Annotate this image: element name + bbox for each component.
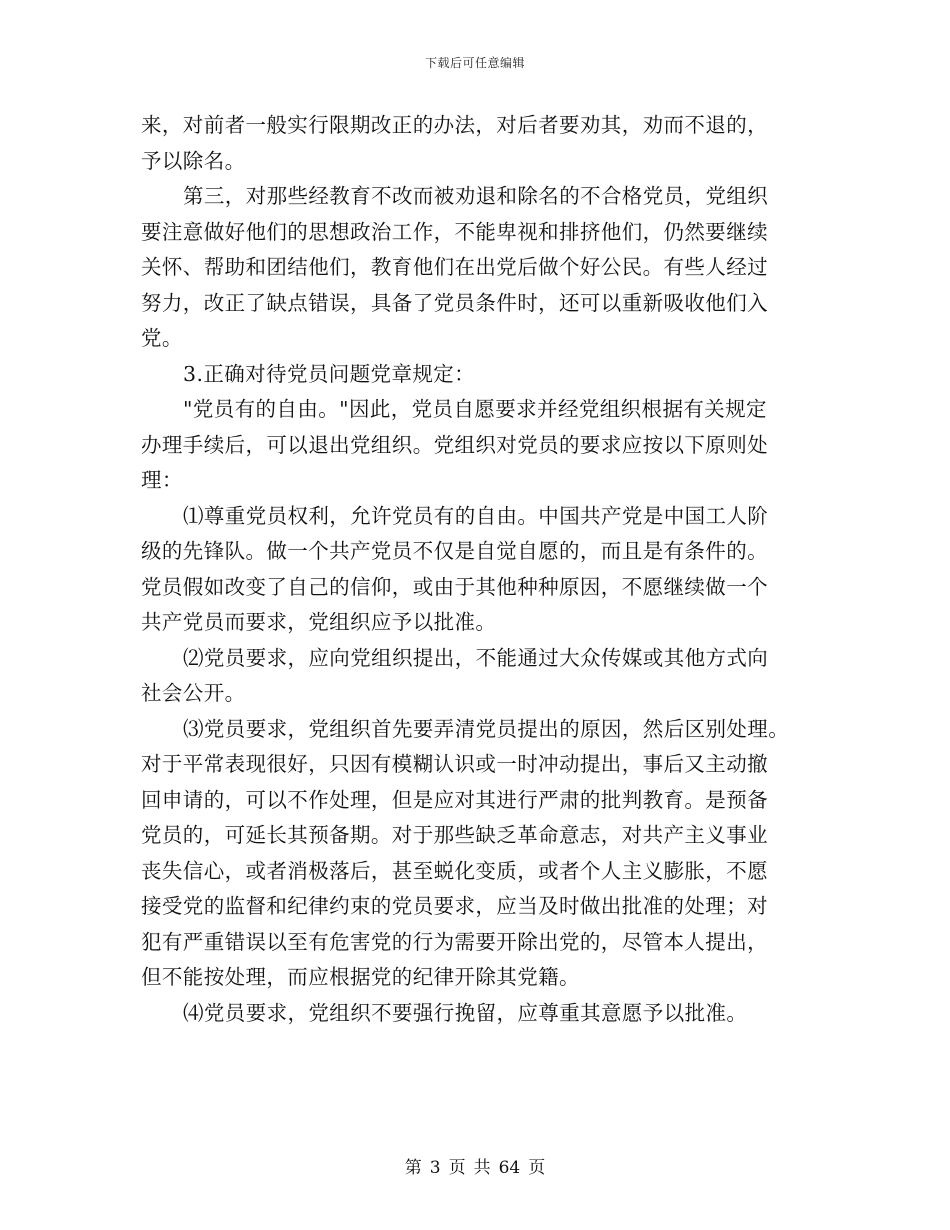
text-line: ⑷党员要求，党组织不要强行挽留，应尊重其意愿予以批准。 xyxy=(183,1000,748,1025)
text-line: 第三，对那些经教育不改而被劝退和除名的不合格党员，党组织 xyxy=(183,184,769,208)
text-line: 级的先锋队。做一个共产党员不仅是自觉自愿的，而且是有条件的。 xyxy=(141,539,768,563)
text-line: 接受党的监督和纪律约束的党员要求，应当及时做出批准的处理；对 xyxy=(141,894,768,918)
text-line: 理： xyxy=(141,468,183,492)
text-line: 要注意做好他们的思想政治工作，不能卑视和排挤他们，仍然要继续 xyxy=(141,219,768,244)
text-line: 丧失信心，或者消极落后，甚至蜕化变质，或者个人主义膨胀，不愿 xyxy=(141,858,768,883)
text-line: 党员的，可延长其预备期。对于那些缺乏革命意志，对共产主义事业 xyxy=(141,823,768,847)
text-line: 共产党员而要求，党组织应予以批准。 xyxy=(141,610,497,634)
page-header: 下载后可任意编辑 xyxy=(424,56,525,70)
text-line: ⑴尊重党员权利，允许党员有的自由。中国共产党是中国工人阶 xyxy=(183,503,769,528)
total-page-number: 64 xyxy=(498,1158,521,1178)
text-line: 来，对前者一般实行限期改正的办法，对后者要劝其，劝而不退的， xyxy=(141,113,768,137)
text-line: ⑶党员要求，党组织首先要弄清党员提出的原因，然后区别处理。 xyxy=(183,716,790,741)
current-page-number: 3 xyxy=(429,1158,441,1178)
text-line: "党员有的自由。"因此，党员自愿要求并经党组织根据有关规定 xyxy=(183,397,767,421)
text-line: 办理手续后，可以退出党组织。党组织对党员的要求应按以下原则处 xyxy=(141,432,768,457)
text-line: 党员假如改变了自己的信仰，或由于其他种种原因，不愿继续做一个 xyxy=(141,574,768,599)
page-footer xyxy=(0,1153,950,1178)
text-line: ⑵党员要求，应向党组织提出，不能通过大众传媒或其他方式向 xyxy=(183,645,769,670)
text-line: 回申请的，可以不作处理，但是应对其进行严肃的批判教育。是预备 xyxy=(141,787,768,812)
footer-page-word: 页 xyxy=(448,1158,466,1178)
text-line: 努力，改正了缺点错误，具备了党员条件时，还可以重新吸收他们入 xyxy=(141,290,768,315)
text-line: 关怀、帮助和团结他们，教育他们在出党后做个好公民。有些人经过 xyxy=(141,255,768,279)
text-line: 但不能按处理，而应根据党的纪律开除其党籍。 xyxy=(141,965,580,989)
text-line: 党。 xyxy=(141,326,183,350)
text-line: 3.正确对待党员问题党章规定： xyxy=(183,361,476,386)
text-line: 予以除名。 xyxy=(141,148,246,173)
footer-total-word: 共 xyxy=(473,1158,491,1178)
footer-prefix: 第 xyxy=(404,1158,422,1178)
text-line: 犯有严重错误以至有危害党的行为需要开除出党的，尽管本人提出， xyxy=(141,929,768,954)
document-body xyxy=(141,108,821,1031)
footer-suffix: 页 xyxy=(528,1158,546,1178)
text-line: 社会公开。 xyxy=(141,681,246,705)
text-line: 对于平常表现很好，只因有模糊认识或一时冲动提出，事后又主动撤 xyxy=(141,752,768,776)
